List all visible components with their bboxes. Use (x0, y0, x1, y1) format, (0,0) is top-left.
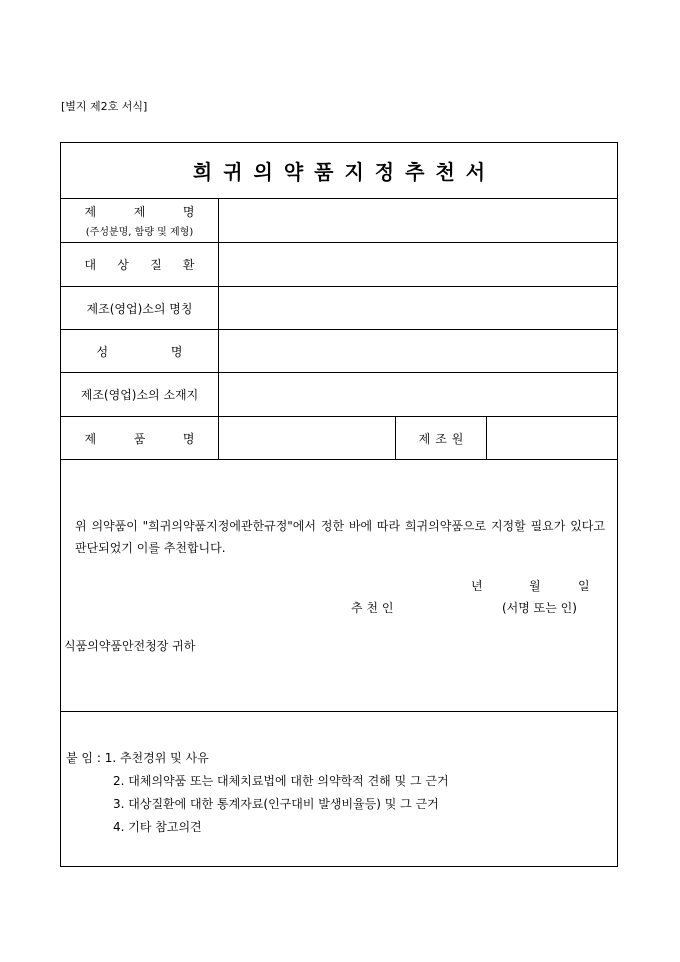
product-name-sublabel: (주성분명, 함량 및 제형) (85, 227, 194, 238)
manufacturer-address-label: 제조(영업)소의 소재지 (61, 373, 219, 416)
row-product-name (61, 199, 617, 243)
target-disease-label-cell (61, 243, 219, 286)
recommendation-form (60, 142, 618, 867)
attachment-item: 4. 기타 참고의견 (113, 820, 202, 834)
manufacturer-name-field[interactable] (219, 287, 617, 329)
row-target-disease (61, 243, 617, 287)
product-name-label-cell (61, 199, 219, 242)
recommender-line (61, 599, 617, 617)
product-label: 제 품 명 (84, 431, 195, 446)
manufacturer-name-label: 제조(영업)소의 명칭 (61, 287, 219, 329)
attachment-item: 붙 임 : 1. 추천경위 및 사유 (66, 751, 209, 765)
product-name-field[interactable] (219, 199, 617, 242)
attachment-divider (61, 711, 617, 712)
recommender-label: 추 천 인 (351, 601, 394, 615)
date-month: 월 (529, 579, 541, 593)
row-person-name (61, 330, 617, 373)
form-title-row (61, 143, 617, 199)
date-line (61, 577, 617, 595)
row-manufacturer-name (61, 287, 617, 330)
recommendation-statement: 위 의약품이 "희귀의약품지정에관한규정"에서 정한 바에 따라 희귀의약품으로 지정할 필요가 있다고 판단되었기 이를 추천합니다. (75, 519, 605, 555)
date-day: 일 (578, 579, 590, 593)
attachments (66, 747, 449, 839)
person-name-field[interactable] (219, 330, 617, 372)
form-title: 희귀의약품지정추천서 (192, 160, 497, 184)
date-year: 년 (471, 579, 483, 593)
product-field[interactable] (219, 417, 396, 459)
person-name-label: 성 명 (96, 344, 183, 359)
attachment-item: 2. 대체의약품 또는 대체치료법에 대한 의약학적 견해 및 그 근거 (113, 774, 449, 788)
origin-field[interactable] (487, 417, 617, 459)
signature-label: (서명 또는 인) (502, 601, 577, 615)
product-label-cell (61, 417, 219, 459)
row-product-origin (61, 417, 617, 460)
origin-label: 제조원 (396, 417, 487, 459)
manufacturer-address-field[interactable] (219, 373, 617, 416)
row-manufacturer-address (61, 373, 617, 417)
addressee: 식품의약품안전청장 귀하 (64, 639, 196, 653)
person-name-label-cell (61, 330, 219, 372)
attachment-prefix: 붙 임 : (66, 751, 101, 765)
product-name-label: 제 제 명 (84, 205, 195, 219)
target-disease-label: 대 상 질 환 (84, 258, 195, 272)
target-disease-field[interactable] (219, 243, 617, 286)
form-number-label: [별지 제2호 서식] (61, 100, 148, 113)
attachment-item: 3. 대상질환에 대한 통계자료(인구대비 발생비율등) 및 그 근거 (113, 797, 439, 811)
